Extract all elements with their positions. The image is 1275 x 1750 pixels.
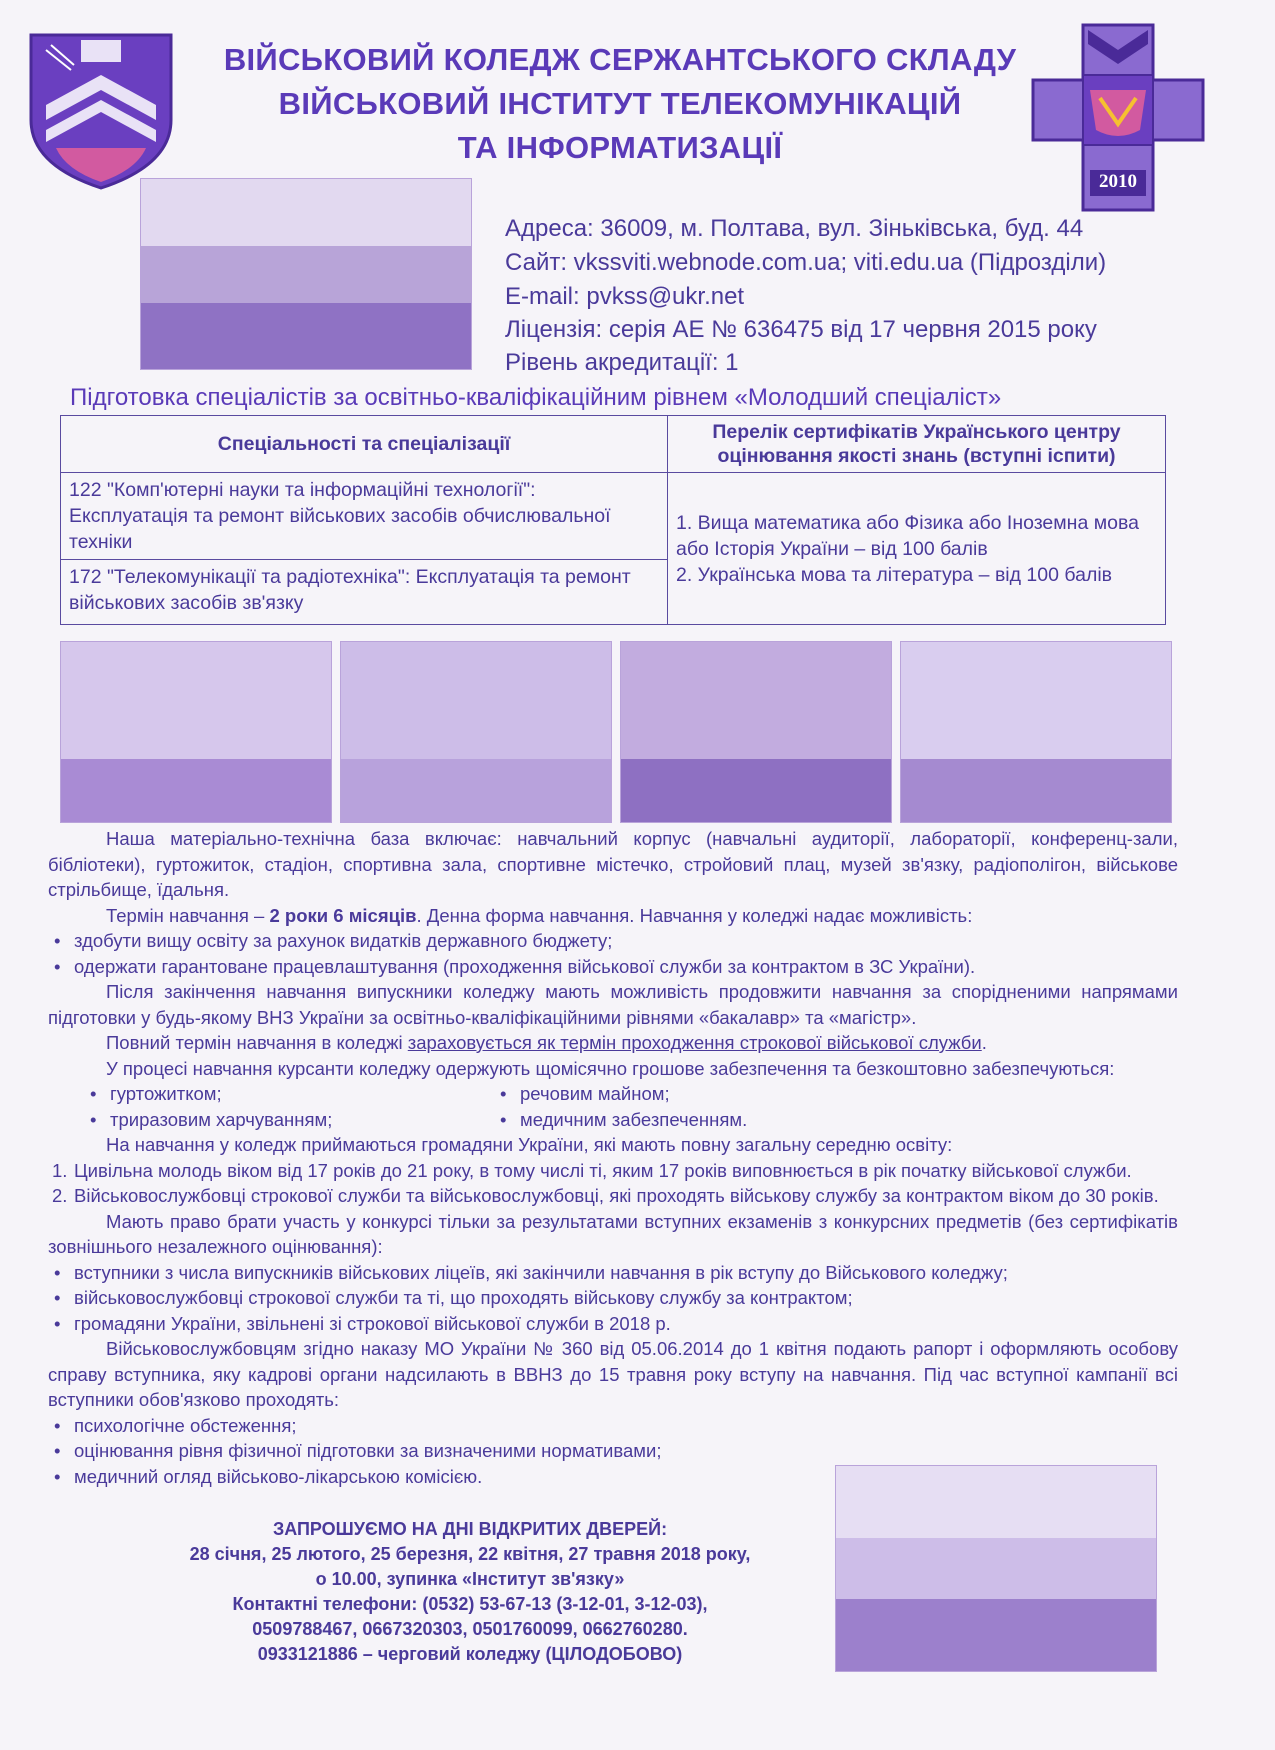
license-line: Ліцензія: серія АЕ № 636475 від 17 червня 2015 року (505, 316, 1097, 343)
address-line: Адреса: 36009, м. Полтава, вул. Зіньківська, буд. 44 (505, 215, 1084, 242)
full-term-text-post: . (981, 1032, 987, 1053)
category-number-2: 2. (52, 1185, 68, 1206)
category-text-1: Цивільна молодь віком від 17 років до 21 року, в тому числі ті, яким 17 років виповнюється в рік початку військової служби. (74, 1159, 1132, 1181)
open-days-heading: ЗАПРОШУЄМО НА ДНІ ВІДКРИТИХ ДВЕРЕЙ: (272, 1519, 668, 1539)
term-text-pre: Термін навчання – (106, 904, 270, 926)
exam-item-1: 1. Вища математика або Фізика або Іноземна мова або Історія України – від 100 балів (676, 511, 1139, 560)
field-training-photo (340, 641, 612, 823)
specialties-table (60, 415, 1166, 625)
right-item-1: • вступники з числа випускників військових ліцеїв, які закінчили навчання в рік вступу до Військового коледжу; (48, 1260, 1178, 1286)
exam-list-cell (668, 473, 1166, 625)
body-text (48, 826, 1178, 1489)
military-applicants-paragraph: Військовослужбовцям згідно наказу МО України № 360 від 05.06.2014 до 1 квітня подають рапорт і оформляють особову справу вступника, яку кадрові органи надсилають в ВВНЗ до 15 травня року вступу на навчання. Під час вступної кампанії всі вступники обов'язково проходять: (48, 1338, 1178, 1410)
term-paragraph (48, 903, 1178, 929)
exam-check-item-2: • оцінювання рівня фізичної підготовки за визначеними нормативами; (48, 1438, 794, 1464)
term-duration: 2 роки 6 місяців (269, 904, 417, 926)
emblem-year-label: 2010 (1099, 171, 1137, 192)
category-text-2: Військовослужбовці строкової служби та військовослужбовці, які проходять військову службу за контрактом віком до 30 років. (74, 1185, 1159, 1206)
right-item-2: • військовослужбовці строкової служби та ті, що проходять військову службу за контрактом; (48, 1285, 1178, 1311)
provision-item-clothing: • речовим майном; (494, 1081, 747, 1107)
email-line: E-mail: pvkss@ukr.net (505, 283, 745, 310)
table-header-exams: Перелік сертифікатів Українського центру оцінювання якості знань (вступні іспити) (668, 416, 1166, 473)
exam-check-item-1: • психологічне обстеження; (48, 1413, 1178, 1439)
building-photo (140, 178, 472, 370)
classroom-photo (60, 641, 332, 823)
open-days-block (120, 1517, 820, 1667)
after-graduation-paragraph: Після закінчення навчання випускники коледжу мають можливість продовжити навчання за спорідненими напрямами підготовки у будь-якому ВНЗ України за освітньо-кваліфікаційними рівнями «бакалавр» та «магістр». (48, 981, 1178, 1028)
acceptance-paragraph: На навчання у коледж приймаються громадяни України, які мають повну загальну середню освіту: (106, 1134, 953, 1155)
term-text-post: . Денна форма навчання. Навчання у коледжі надає можливість: (416, 904, 973, 926)
specialty-122: 122 "Комп'ютерні науки та інформаційні технології": Експлуатація та ремонт військових засобів обчислювальної техніки (61, 473, 668, 560)
opportunity-item-1: • здобути вищу освіту за рахунок видатків державного бюджету; (48, 928, 1178, 954)
provision-list (48, 1081, 1178, 1132)
full-term-underlined: зараховується як термін проходження строкової військової служби (407, 1032, 982, 1053)
base-paragraph: Наша матеріально-технічна база включає: навчальний корпус (навчальні аудиторії, лабораторії, конференц-зали, бібліотеки), гуртожиток, стадіон, спортивна зала, спортивне містечко, стройовий плац, музей зв'язку, радіополігон, військове стрільбище, їдальня. (48, 828, 1178, 900)
right-item-3: • громадяни України, звільнені зі строкової військової служби в 2018 р. (48, 1311, 1178, 1337)
cadets-provision-paragraph: У процесі навчання курсанти коледжу одержують щомісячно грошове забезпечення та безкоштовно забезпечуються: (106, 1057, 1115, 1079)
specialty-172: 172 "Телекомунікації та радіотехніка": Експлуатація та ремонт військових засобів зв'язку (61, 560, 668, 625)
open-days-time-place: о 10.00, зупинка «Інститут зв'язку» (315, 1569, 625, 1589)
open-days-dates: 28 січня, 25 лютого, 25 березня, 22 квітня, 27 травня 2018 року, (189, 1544, 751, 1564)
college-building-photo (835, 1465, 1157, 1672)
provision-item-dormitory: • гуртожитком; (84, 1081, 494, 1107)
training-subheading: Підготовка спеціалістів за освітньо-кваліфікаційним рівнем «Молодший спеціаліст» (70, 384, 1002, 411)
contact-phones-line-1: Контактні телефони: (0532) 53-67-13 (3-12-01, 3-12-03), (232, 1594, 708, 1614)
category-item-2 (48, 1183, 1178, 1209)
duty-phone-line: 0933121886 – черговий коледжу (ЦІЛОДОБОВО) (257, 1644, 683, 1664)
competition-right-paragraph: Мають право брати участь у конкурсі тільки за результатами вступних екзаменів з конкурсних предметів (без сертифікатів зовнішнього незалежного оцінювання): (48, 1210, 1178, 1257)
computer-lab-photo (900, 641, 1172, 823)
full-term-paragraph (48, 1030, 1178, 1056)
college-shield-logo-icon (26, 30, 176, 190)
site-line: Сайт: vkssviti.webnode.com.ua; viti.edu.ua (Підрозділи) (505, 249, 1107, 276)
contact-phones-line-2: 0509788467, 0667320303, 0501760099, 0662760280. (252, 1619, 688, 1639)
provision-item-meals: • триразовим харчуванням; (84, 1107, 494, 1133)
accreditation-line: Рівень акредитації: 1 (505, 349, 739, 376)
provision-item-medical: • медичним забезпеченням. (494, 1107, 747, 1133)
exam-item-2: 2. Українська мова та література – від 100 балів (676, 563, 1113, 586)
table-header-specialties: Спеціальності та спеціалізації (61, 416, 668, 473)
radio-training-photo (620, 641, 892, 823)
full-term-text-pre: Повний термін навчання в коледжі (106, 1032, 408, 1053)
title-line-1: ВІЙСЬКОВИЙ КОЛЕДЖ СЕРЖАНТСЬКОГО СКЛАДУ (223, 42, 1017, 77)
category-number-1: 1. (52, 1159, 68, 1181)
title-line-2: ВІЙСЬКОВИЙ ІНСТИТУТ ТЕЛЕКОМУНІКАЦІЙ (278, 86, 962, 121)
opportunity-item-2: • одержати гарантоване працевлаштування (проходження військової служби за контрактом в ЗС України). (48, 954, 1178, 980)
exam-check-item-3: • медичний огляд військово-лікарською комісією. (48, 1464, 794, 1490)
category-item-1 (48, 1158, 1178, 1184)
title-line-3: ТА ІНФОРМАТИЗАЦІЇ (457, 130, 783, 165)
